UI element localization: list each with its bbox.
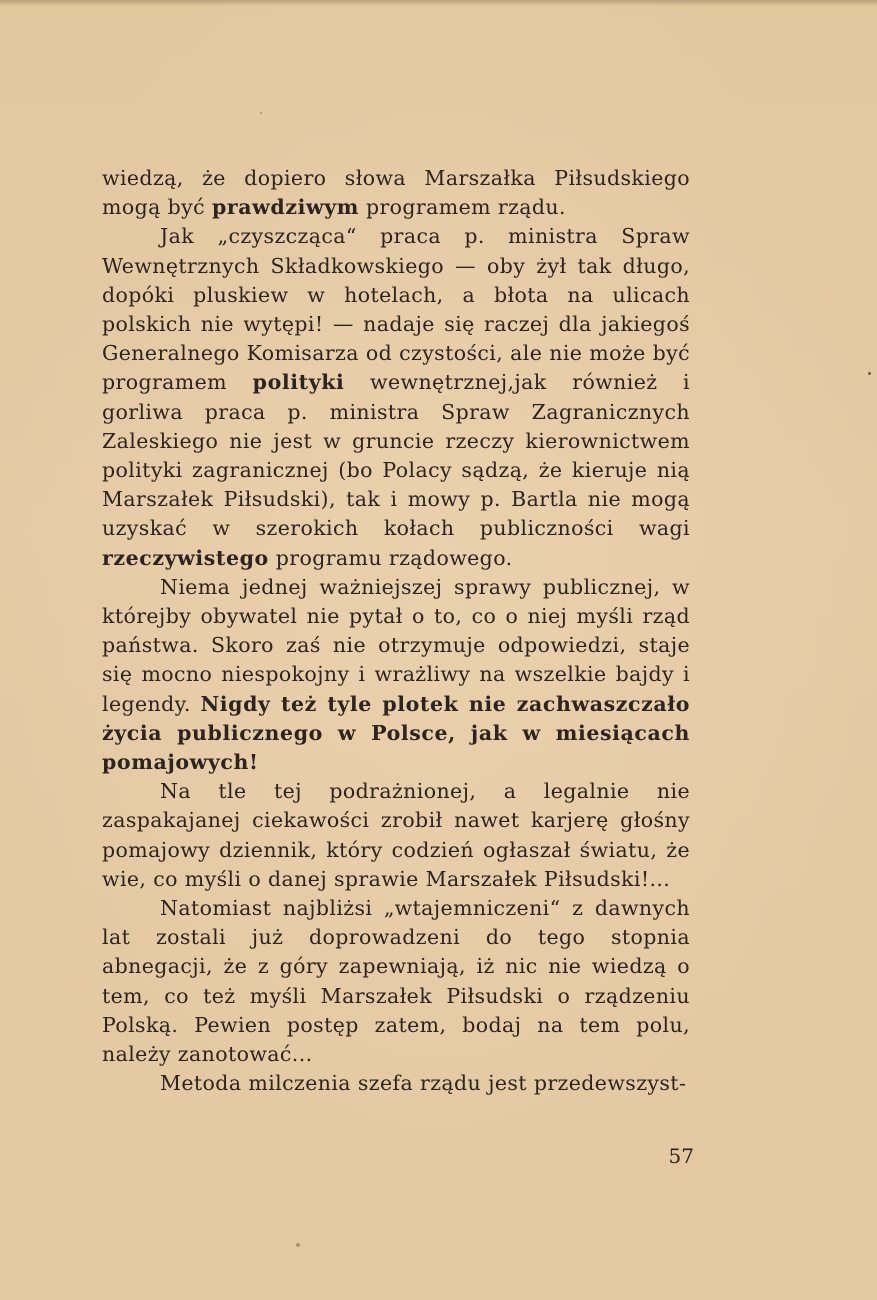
text-run: Jak „czyszcząca“ praca p. ministra Spraw Wewnętrznych Składkowskiego — oby żył tak długo, dopóki pluskiew w hotelach, a błota na ulicach polskich nie wytępi! — nadaje się raczej dla jakiegoś Generalnego Komisarza od czystości, ale nie może być programem — [102, 224, 690, 395]
text-run: Niema jednej ważniejszej sprawy publicznej, w którejby obywatel nie pytał o to, co o niej myśli rząd państwa. Skoro zaś nie otrzymuje odpowiedzi, staje się mocno niespokojny i wrażliwy na wszelkie bajdy i legendy. — [102, 574, 690, 716]
paragraph-2 — [102, 222, 690, 572]
text-run: Natomiast najbliżsi „wtajemniczeni“ z dawnych lat zostali już doprowadzeni do tego stopnia abnegacji, że z góry zapewniają, iż nic nie wiedzą o tem, co też myśli Marszałek Piłsudski o rządzeniu Polską. Pewien postęp zatem, bodaj na tem polu, należy zanotować... — [102, 896, 690, 1067]
text-run: wiedzą, że dopiero słowa Marszałka Piłsudskiego mogą być — [102, 166, 690, 220]
paragraph-3 — [102, 573, 690, 777]
bold-run: Nigdy też tyle plotek nie zachwaszczało życia publicznego w Polsce, jak w miesiącach pomajowych! — [102, 691, 690, 775]
text-run: programem rządu. — [359, 195, 566, 220]
paragraph-1 — [102, 164, 690, 222]
paper-speck — [868, 372, 871, 375]
text-run: wewnętrznej,jak również i gorliwa praca p. ministra Spraw Zagranicznych Zaleskiego nie jest w gruncie rzeczy kierownictwem polityki zagranicznej (bo Polacy sądzą, że kieruje nią Marszałek Piłsudski), tak i mowy p. Bartla nie mogą uzyskać w szerokich kołach publiczności wagi — [102, 370, 690, 541]
page-number: 57 — [668, 1144, 694, 1168]
paragraph-6 — [102, 1069, 690, 1098]
text-run: programu rządowego. — [268, 545, 513, 570]
bold-run: rzeczywistego — [102, 545, 269, 570]
paper-speck — [260, 112, 262, 114]
bold-run: polityki — [252, 370, 345, 395]
bold-run: prawdziwym — [211, 195, 360, 220]
page-top-edge — [0, 0, 877, 6]
paper-speck — [296, 1243, 300, 1247]
text-run: Na tle tej podrażnionej, a legalnie nie zaspakajanej ciekawości zrobił nawet karjerę głośny pomajowy dziennik, który codzień ogłaszał światu, że wie, co myśli o danej sprawie Marszałek Piłsudski!... — [102, 779, 690, 891]
text-run: Metoda milczenia szefa rządu jest przedewszyst- — [160, 1071, 687, 1096]
body-text — [102, 164, 690, 1099]
paragraph-4 — [102, 777, 690, 894]
paragraph-5 — [102, 894, 690, 1069]
